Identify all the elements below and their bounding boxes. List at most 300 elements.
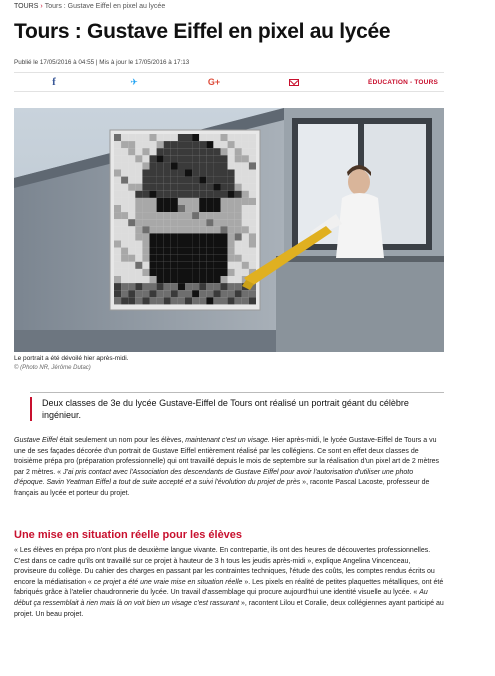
pixel-tile bbox=[221, 170, 228, 177]
pixel-tile bbox=[164, 191, 171, 198]
share-googleplus-button[interactable] bbox=[174, 73, 254, 91]
pixel-tile bbox=[192, 198, 199, 205]
pixel-tile bbox=[221, 276, 228, 283]
pixel-tile bbox=[221, 212, 228, 219]
pixel-tile bbox=[178, 255, 185, 262]
pixel-tile bbox=[150, 148, 157, 155]
pixel-tile bbox=[135, 262, 142, 269]
pixel-tile bbox=[121, 219, 128, 226]
pixel-tile bbox=[157, 198, 164, 205]
pixel-tile bbox=[135, 148, 142, 155]
paragraph-2-em-a: ce projet a été une vraie mise en situation réelle bbox=[93, 578, 243, 586]
pixel-tile bbox=[142, 141, 149, 148]
pixel-tile bbox=[178, 212, 185, 219]
pixel-tile bbox=[135, 276, 142, 283]
pixel-tile bbox=[150, 141, 157, 148]
pixel-tile bbox=[228, 276, 235, 283]
pixel-tile bbox=[213, 262, 220, 269]
pixel-tile bbox=[249, 233, 256, 240]
pixel-tile bbox=[235, 134, 242, 141]
pixel-tile bbox=[235, 255, 242, 262]
pixel-tile bbox=[178, 184, 185, 191]
paragraph-1-em-start: Gustave Eiffel bbox=[14, 437, 58, 444]
pixel-tile bbox=[157, 276, 164, 283]
pixel-tile bbox=[221, 177, 228, 184]
pixel-tile bbox=[128, 233, 135, 240]
pixel-tile bbox=[157, 191, 164, 198]
pixel-tile bbox=[157, 290, 164, 297]
pixel-tile bbox=[150, 205, 157, 212]
category-tag-link[interactable] bbox=[334, 73, 444, 91]
pixel-tile bbox=[121, 162, 128, 169]
pixel-tile bbox=[164, 141, 171, 148]
pixel-tile bbox=[150, 226, 157, 233]
pixel-tile bbox=[114, 198, 121, 205]
pixel-tile bbox=[114, 205, 121, 212]
pixel-tile bbox=[228, 170, 235, 177]
pixel-tile bbox=[164, 148, 171, 155]
pixel-tile bbox=[178, 226, 185, 233]
page-title: Tours : Gustave Eiffel en pixel au lycée bbox=[14, 20, 391, 43]
pixel-tile bbox=[213, 134, 220, 141]
pixel-tile bbox=[192, 205, 199, 212]
pixel-tile bbox=[213, 205, 220, 212]
pixel-tile bbox=[213, 248, 220, 255]
paragraph-1-em-b: J'ai pris contact avec l'Association des descendants de Gustave Eiffel pour avoir l'autorisation d'utiliser une photo d'époque. Savin Yeatman Eiffel a tout de suite accepté et a suivi l'évolution du projet de près bbox=[14, 468, 414, 487]
pixel-tile bbox=[221, 297, 228, 304]
pixel-tile bbox=[128, 155, 135, 162]
pixel-tile bbox=[135, 248, 142, 255]
pixel-tile bbox=[128, 198, 135, 205]
pixel-tile bbox=[235, 226, 242, 233]
pixel-tile bbox=[192, 276, 199, 283]
pixel-tile bbox=[206, 134, 213, 141]
pixel-tile bbox=[221, 184, 228, 191]
pixel-tile bbox=[206, 233, 213, 240]
pixel-tile bbox=[192, 177, 199, 184]
pixel-tile bbox=[171, 297, 178, 304]
pixel-tile bbox=[114, 262, 121, 269]
pixel-tile bbox=[206, 155, 213, 162]
pixel-tile bbox=[135, 184, 142, 191]
pixel-tile bbox=[114, 134, 121, 141]
pixel-tile bbox=[150, 219, 157, 226]
article-lead: Deux classes de 3e du lycée Gustave-Eiffel de Tours ont réalisé un portrait géant du célèbre ingénieur. bbox=[30, 397, 444, 421]
pixel-tile bbox=[171, 162, 178, 169]
pixel-tile bbox=[213, 241, 220, 248]
pixel-tile bbox=[114, 155, 121, 162]
pixel-tile bbox=[171, 241, 178, 248]
pixel-tile bbox=[164, 205, 171, 212]
pixel-tile bbox=[164, 269, 171, 276]
pixel-tile bbox=[249, 141, 256, 148]
pixel-tile bbox=[157, 241, 164, 248]
breadcrumb-current: Tours : Gustave Eiffel en pixel au lycée bbox=[44, 3, 166, 10]
pixel-tile bbox=[199, 134, 206, 141]
pixel-tile bbox=[228, 269, 235, 276]
pixel-tile bbox=[235, 155, 242, 162]
pixel-tile bbox=[206, 269, 213, 276]
pixel-tile bbox=[164, 262, 171, 269]
pixel-tile bbox=[249, 219, 256, 226]
pixel-tile bbox=[171, 155, 178, 162]
share-bar bbox=[14, 72, 444, 92]
pixel-tile bbox=[114, 177, 121, 184]
pixel-tile bbox=[157, 283, 164, 290]
pixel-tile bbox=[121, 297, 128, 304]
pixel-tile bbox=[150, 212, 157, 219]
pixel-tile bbox=[171, 198, 178, 205]
pixel-tile bbox=[199, 290, 206, 297]
pixel-tile bbox=[228, 205, 235, 212]
pixel-tile bbox=[185, 219, 192, 226]
share-twitter-button[interactable] bbox=[94, 73, 174, 91]
pixel-tile bbox=[199, 148, 206, 155]
pixel-tile bbox=[221, 283, 228, 290]
pixel-tile bbox=[128, 283, 135, 290]
pixel-tile bbox=[142, 255, 149, 262]
pixel-tile bbox=[213, 219, 220, 226]
pixel-tile bbox=[192, 219, 199, 226]
pixel-tile bbox=[206, 241, 213, 248]
pixel-tile bbox=[178, 134, 185, 141]
twitter-icon: ✈ bbox=[130, 76, 138, 87]
pixel-tile bbox=[135, 170, 142, 177]
pixel-tile bbox=[199, 219, 206, 226]
pixel-tile bbox=[135, 269, 142, 276]
pixel-tile bbox=[185, 276, 192, 283]
pixel-tile bbox=[228, 212, 235, 219]
pixel-tile bbox=[114, 226, 121, 233]
breadcrumb-home-link[interactable]: TOURS bbox=[14, 3, 39, 10]
pixel-tile bbox=[206, 162, 213, 169]
pixel-tile bbox=[164, 212, 171, 219]
pixel-tile bbox=[178, 170, 185, 177]
pixel-tile bbox=[142, 177, 149, 184]
pixel-tile bbox=[150, 233, 157, 240]
pixel-tile bbox=[242, 241, 249, 248]
pixel-tile bbox=[192, 226, 199, 233]
pixel-tile bbox=[128, 205, 135, 212]
paragraph-2-em-b: Au début ça ressemblait à rien mais là on voit bien un visage c'est rassurant bbox=[14, 589, 428, 607]
pixel-tile bbox=[135, 155, 142, 162]
pixel-tile bbox=[142, 198, 149, 205]
pixel-tile bbox=[121, 269, 128, 276]
pixel-tile bbox=[150, 177, 157, 184]
pixel-tile bbox=[142, 290, 149, 297]
pixel-tile bbox=[221, 241, 228, 248]
pixel-tile bbox=[135, 219, 142, 226]
pixel-tile bbox=[242, 269, 249, 276]
pixel-tile bbox=[171, 262, 178, 269]
pixel-tile bbox=[192, 155, 199, 162]
pixel-tile bbox=[249, 241, 256, 248]
paragraph-2-text-a: « Les élèves en prépa pro n'ont plus de deuxième langue vivante. En contrepartie, ils ont des heures de découvertes professionnelles. C'est dans ce cadre qu'ils ont travaillé sur ce projet à hauteur de 3 h tous les jeudis après-midi », explique Angelina Vincenceau, proviseure du collège. Du cahier des charges en passant par les contraintes techniques, l'étude des coûts, les comptes rendus écrits ou encore la médiatisation « bbox=[14, 547, 435, 586]
pixel-tile bbox=[221, 162, 228, 169]
pixel-tile bbox=[128, 162, 135, 169]
share-mail-button[interactable] bbox=[254, 73, 334, 91]
pixel-tile bbox=[206, 262, 213, 269]
pixel-tile bbox=[185, 134, 192, 141]
pixel-tile bbox=[213, 269, 220, 276]
pixel-tile bbox=[242, 233, 249, 240]
pixel-tile bbox=[221, 205, 228, 212]
pixel-tile bbox=[213, 184, 220, 191]
pixel-tile bbox=[199, 177, 206, 184]
pixel-tile bbox=[114, 297, 121, 304]
pixel-tile bbox=[228, 290, 235, 297]
pixel-tile bbox=[178, 248, 185, 255]
pixel-tile bbox=[150, 248, 157, 255]
pixel-tile bbox=[114, 283, 121, 290]
facebook-icon: f bbox=[52, 76, 56, 88]
pixel-tile bbox=[164, 134, 171, 141]
pixel-tile bbox=[157, 262, 164, 269]
googleplus-icon: G+ bbox=[207, 77, 221, 87]
pixel-tile bbox=[142, 283, 149, 290]
pixel-tile bbox=[114, 219, 121, 226]
pixel-tile bbox=[192, 170, 199, 177]
pixel-tile bbox=[157, 141, 164, 148]
pixel-tile bbox=[228, 148, 235, 155]
pixel-tile bbox=[185, 233, 192, 240]
category-tag-label: ÉDUCATION - TOURS bbox=[368, 78, 438, 86]
pixel-tile bbox=[249, 262, 256, 269]
pixel-tile bbox=[242, 155, 249, 162]
pixel-tile bbox=[157, 233, 164, 240]
pixel-tile bbox=[128, 170, 135, 177]
pixel-tile bbox=[164, 290, 171, 297]
pixel-tile bbox=[135, 205, 142, 212]
pixel-tile bbox=[235, 184, 242, 191]
pixel-tile bbox=[221, 290, 228, 297]
pixel-tile bbox=[185, 184, 192, 191]
pixel-tile bbox=[249, 212, 256, 219]
pixel-tile bbox=[178, 177, 185, 184]
pixel-tile bbox=[221, 191, 228, 198]
pixel-tile bbox=[142, 276, 149, 283]
pixel-tile bbox=[249, 134, 256, 141]
pixel-tile bbox=[121, 134, 128, 141]
pixel-tile bbox=[221, 141, 228, 148]
pixel-tile bbox=[164, 241, 171, 248]
pixel-tile bbox=[114, 276, 121, 283]
pixel-tile bbox=[206, 248, 213, 255]
pixel-tile bbox=[249, 148, 256, 155]
pixel-tile bbox=[242, 290, 249, 297]
pixel-tile bbox=[164, 177, 171, 184]
pixel-tile bbox=[221, 233, 228, 240]
pixel-tile bbox=[185, 162, 192, 169]
pixel-tile bbox=[128, 184, 135, 191]
pixel-tile bbox=[235, 248, 242, 255]
mail-icon bbox=[289, 79, 299, 86]
pixel-tile bbox=[228, 141, 235, 148]
pixel-tile bbox=[142, 219, 149, 226]
pixel-tile bbox=[192, 283, 199, 290]
pixel-tile bbox=[150, 241, 157, 248]
pixel-tile bbox=[142, 205, 149, 212]
pixel-tile bbox=[142, 191, 149, 198]
pixel-tile bbox=[242, 219, 249, 226]
pixel-tile bbox=[128, 269, 135, 276]
paragraph-1-text-c: », raconte Pascal Lacoste, professeur de français au lycée et porteur du projet. bbox=[14, 479, 430, 497]
pixel-tile bbox=[178, 233, 185, 240]
pixel-tile bbox=[121, 141, 128, 148]
pixel-tile bbox=[249, 177, 256, 184]
pixel-tile bbox=[228, 255, 235, 262]
pixel-tile bbox=[142, 233, 149, 240]
pixel-tile bbox=[128, 212, 135, 219]
pixel-tile bbox=[192, 269, 199, 276]
pixel-tile bbox=[142, 212, 149, 219]
pixel-tile bbox=[235, 283, 242, 290]
pixel-tile bbox=[157, 255, 164, 262]
pixel-tile bbox=[128, 148, 135, 155]
pixel-tile bbox=[150, 262, 157, 269]
pixel-tile bbox=[192, 141, 199, 148]
pixel-tile bbox=[249, 226, 256, 233]
pixel-tile bbox=[235, 290, 242, 297]
pixel-tile bbox=[114, 212, 121, 219]
pixel-tile bbox=[235, 212, 242, 219]
pixel-tile bbox=[121, 241, 128, 248]
pixel-tile bbox=[171, 219, 178, 226]
breadcrumb-separator-icon: › bbox=[40, 3, 43, 10]
pixel-tile bbox=[121, 177, 128, 184]
pixel-tile bbox=[178, 191, 185, 198]
pixel-tile bbox=[199, 241, 206, 248]
pixel-tile bbox=[192, 248, 199, 255]
pixel-tile bbox=[221, 219, 228, 226]
pixel-tile bbox=[164, 248, 171, 255]
pixel-tile bbox=[121, 226, 128, 233]
pixel-tile bbox=[192, 297, 199, 304]
pixel-tile bbox=[199, 233, 206, 240]
pixel-tile bbox=[213, 148, 220, 155]
pixel-tile bbox=[164, 184, 171, 191]
pixel-tile bbox=[157, 219, 164, 226]
pixel-tile bbox=[228, 134, 235, 141]
pixel-art-portrait bbox=[114, 134, 256, 304]
pixel-tile bbox=[185, 226, 192, 233]
pixel-tile bbox=[235, 219, 242, 226]
pixel-tile bbox=[121, 262, 128, 269]
pixel-tile bbox=[199, 262, 206, 269]
pixel-tile bbox=[185, 198, 192, 205]
pixel-tile bbox=[128, 248, 135, 255]
pixel-tile bbox=[114, 248, 121, 255]
pixel-tile bbox=[178, 290, 185, 297]
pixel-tile bbox=[213, 233, 220, 240]
pixel-tile bbox=[114, 141, 121, 148]
pixel-tile bbox=[142, 155, 149, 162]
pixel-tile bbox=[235, 177, 242, 184]
pixel-tile bbox=[192, 134, 199, 141]
pixel-tile bbox=[242, 134, 249, 141]
pixel-tile bbox=[192, 148, 199, 155]
pixel-tile bbox=[185, 248, 192, 255]
pixel-tile bbox=[135, 198, 142, 205]
pixel-tile bbox=[178, 141, 185, 148]
pixel-tile bbox=[135, 134, 142, 141]
pixel-tile bbox=[178, 276, 185, 283]
pixel-tile bbox=[121, 155, 128, 162]
pixel-tile bbox=[150, 170, 157, 177]
share-facebook-button[interactable] bbox=[14, 73, 94, 91]
pixel-tile bbox=[228, 198, 235, 205]
pixel-tile bbox=[213, 191, 220, 198]
pixel-tile bbox=[164, 283, 171, 290]
pixel-tile bbox=[185, 148, 192, 155]
pixel-tile bbox=[242, 177, 249, 184]
pixel-tile bbox=[121, 255, 128, 262]
pixel-tile bbox=[185, 283, 192, 290]
pixel-tile bbox=[199, 283, 206, 290]
pixel-tile bbox=[114, 269, 121, 276]
pixel-tile bbox=[228, 262, 235, 269]
pixel-tile bbox=[235, 170, 242, 177]
pixel-tile bbox=[242, 226, 249, 233]
pixel-tile bbox=[128, 297, 135, 304]
pixel-tile bbox=[135, 255, 142, 262]
lead-divider bbox=[30, 392, 444, 393]
pixel-tile bbox=[228, 297, 235, 304]
pixel-tile bbox=[213, 283, 220, 290]
pixel-tile bbox=[221, 262, 228, 269]
pixel-tile bbox=[178, 219, 185, 226]
pixel-tile bbox=[164, 233, 171, 240]
pixel-tile bbox=[114, 170, 121, 177]
pixel-tile bbox=[150, 198, 157, 205]
pixel-tile bbox=[185, 269, 192, 276]
article-subheading: Une mise en situation réelle pour les élèves bbox=[14, 529, 243, 541]
pixel-tile bbox=[121, 170, 128, 177]
pixel-tile bbox=[171, 205, 178, 212]
pixel-tile bbox=[128, 177, 135, 184]
pixel-tile bbox=[242, 248, 249, 255]
pixel-tile bbox=[206, 283, 213, 290]
pixel-tile bbox=[228, 241, 235, 248]
pixel-tile bbox=[121, 198, 128, 205]
pixel-tile bbox=[185, 241, 192, 248]
pixel-tile bbox=[206, 226, 213, 233]
pixel-tile bbox=[206, 205, 213, 212]
pixel-tile bbox=[128, 191, 135, 198]
pixel-tile bbox=[142, 248, 149, 255]
pixel-tile bbox=[171, 276, 178, 283]
pixel-tile bbox=[213, 212, 220, 219]
pixel-tile bbox=[185, 177, 192, 184]
breadcrumb bbox=[14, 3, 165, 10]
pixel-tile bbox=[192, 255, 199, 262]
paragraph-1-text-b: Hier après-midi, le lycée Gustave-Eiffel de Tours a vu une de ses façades décorée d'un portrait de Gustave Eiffel entièrement réalisé par les collégiens. Ce sont en effet deux classes de troisième prépa pro (préparation professionnelle) qui ont travaillé depuis le mois de septembre sur la réalisation d'un pixel art de 2 mètres par 2 mètres. « bbox=[14, 437, 440, 476]
pixel-tile bbox=[171, 290, 178, 297]
pixel-tile bbox=[135, 191, 142, 198]
pixel-tile bbox=[142, 184, 149, 191]
article-paragraph-1 bbox=[14, 436, 444, 500]
pixel-tile bbox=[206, 255, 213, 262]
pixel-tile bbox=[157, 269, 164, 276]
pixel-tile bbox=[249, 184, 256, 191]
pixel-tile bbox=[164, 219, 171, 226]
pixel-tile bbox=[178, 155, 185, 162]
pixel-tile bbox=[157, 248, 164, 255]
pixel-tile bbox=[171, 255, 178, 262]
pixel-tile bbox=[164, 198, 171, 205]
pixel-tile bbox=[142, 241, 149, 248]
pixel-tile bbox=[249, 290, 256, 297]
